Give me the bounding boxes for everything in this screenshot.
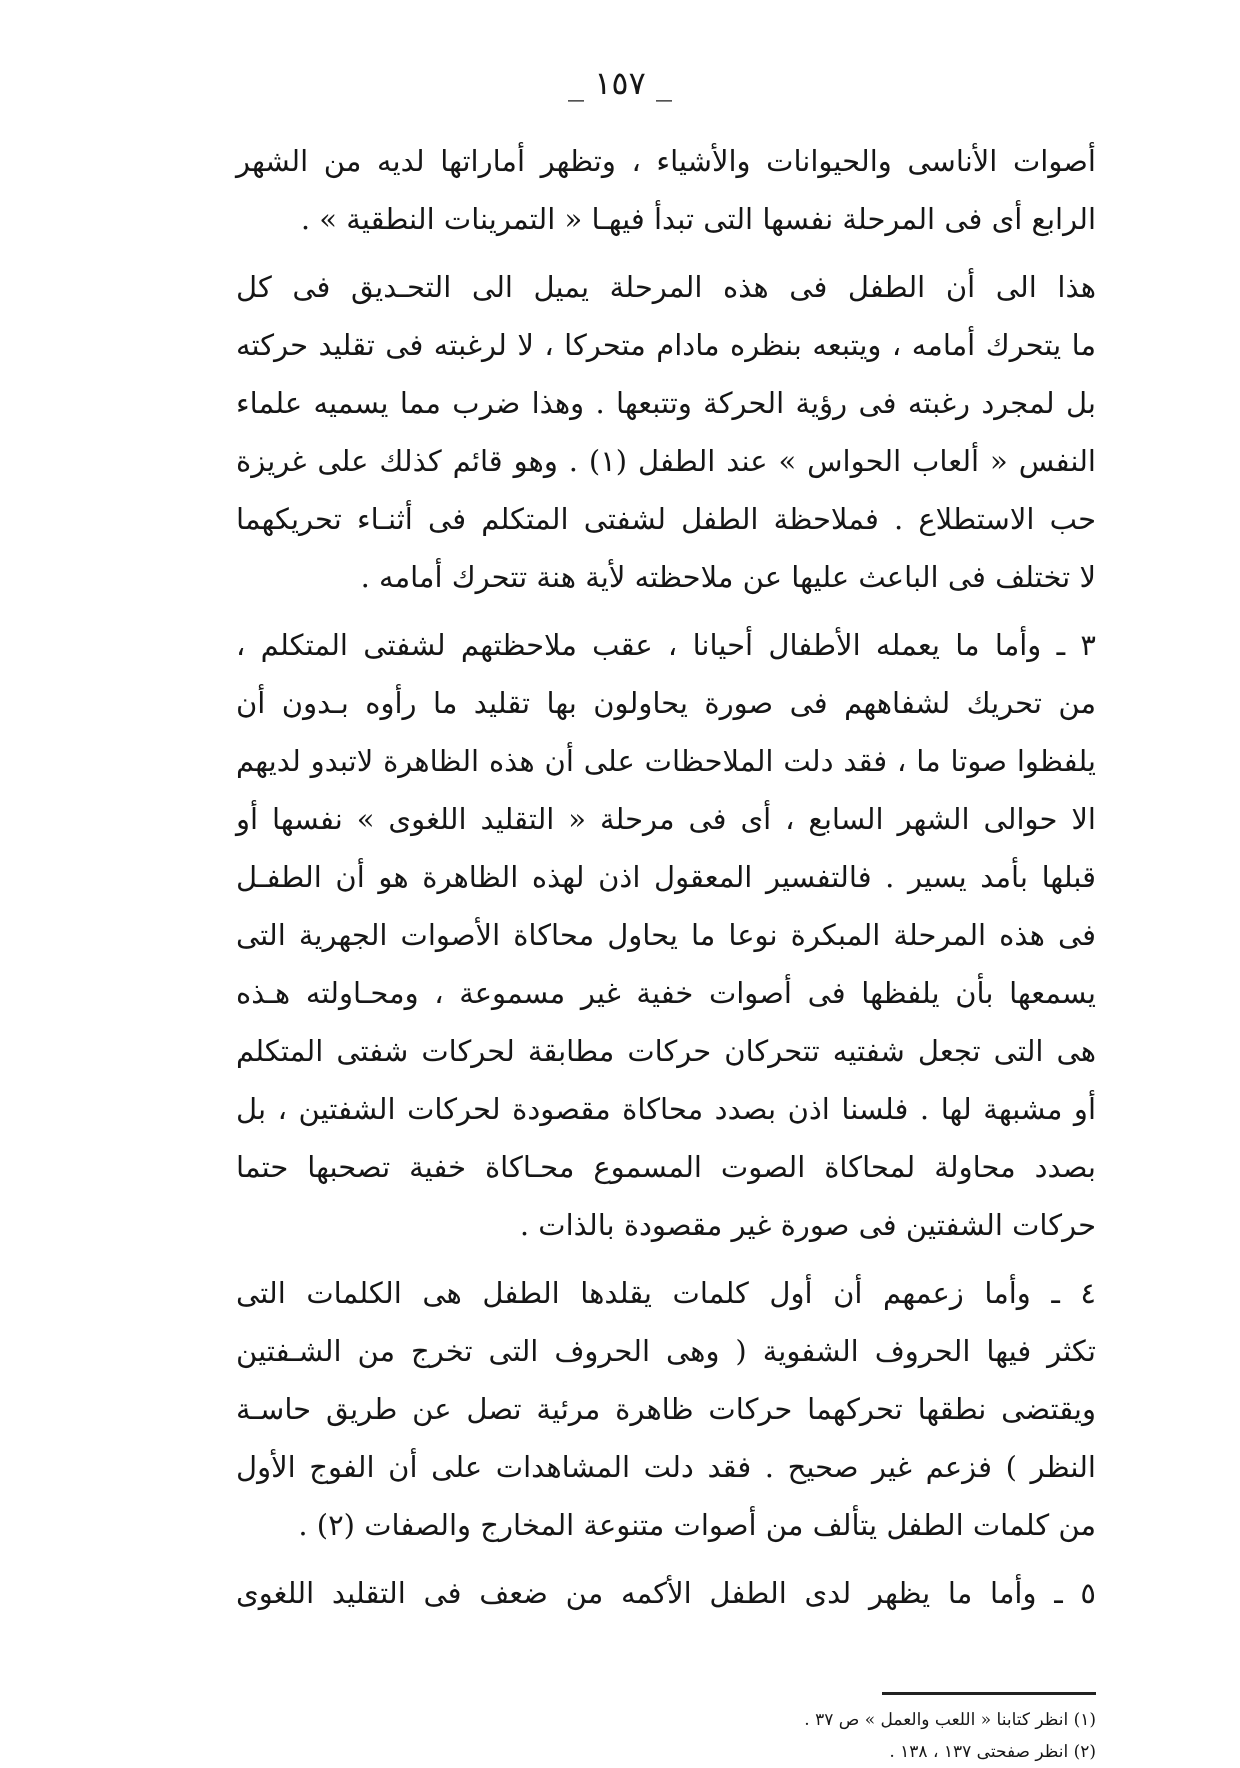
text-line: النظر ) فزعم غير صحيح . فقد دلت المشاهدات على أن الفوج الأول (236, 1450, 1096, 1484)
footnote-1: (١) انظر كتابنا « اللعب والعمل » ص ٣٧ . (804, 1710, 1096, 1730)
footnote-divider (882, 1692, 1096, 1695)
page-number: _ ١٥٧ _ (568, 64, 672, 102)
text-line: ويقتضى نطقها تحركهما حركات ظاهرة مرئية تصل عن طريق حاسـة (236, 1392, 1096, 1426)
text-line: النفس « ألعاب الحواس » عند الطفل (١) . وهو قائم كذلك على غريزة (236, 444, 1096, 478)
text-line: أصوات الأناسى والحيوانات والأشياء ، وتظهر أماراتها لديه من الشهر (236, 144, 1096, 178)
paragraph-5 (236, 1564, 1096, 1622)
text-line: بصدد محاولة لمحاكاة الصوت المسموع محـاكاة خفية تصحبها حتما (236, 1150, 1096, 1184)
paragraph-4 (236, 1264, 1096, 1554)
footnote-2: (٢) انظر صفحتى ١٣٧ ، ١٣٨ . (889, 1742, 1096, 1762)
paragraph-3 (236, 616, 1096, 1254)
text-line: حب الاستطلاع . فملاحظة الطفل لشفتى المتكلم فى أثنـاء تحريكهما (236, 502, 1096, 536)
text-line: لا تختلف فى الباعث عليها عن ملاحظته لأية هنة تتحرك أمامه . (360, 560, 1096, 594)
text-line: يسمعها بأن يلفظها فى أصوات خفية غير مسموعة ، ومحـاولته هـذه (236, 976, 1096, 1010)
text-line: تكثر فيها الحروف الشفوية ( وهى الحروف التى تخرج من الشـفتين (236, 1334, 1096, 1368)
body-text (236, 132, 1096, 1632)
text-line: من تحريك لشفاههم فى صورة يحاولون بها تقليد ما رأوه بـدون أن (236, 686, 1096, 720)
text-line: قبلها بأمد يسير . فالتفسير المعقول اذن لهذه الظاهرة هو أن الطفـل (236, 860, 1096, 894)
text-line: يلفظوا صوتا ما ، فقد دلت الملاحظات على أن هذه الظاهرة لاتبدو لديهم (236, 744, 1096, 778)
text-line: الا حوالى الشهر السابع ، أى فى مرحلة « التقليد اللغوى » نفسها أو (236, 802, 1096, 836)
footnotes (600, 1704, 1096, 1768)
text-line: هى التى تجعل شفتيه تتحركان حركات مطابقة لحركات شفتى المتكلم (236, 1034, 1096, 1068)
text-line: ٣ ـ وأما ما يعمله الأطفال أحيانا ، عقب ملاحظتهم لشفتى المتكلم ، (236, 628, 1096, 662)
text-line: من كلمات الطفل يتألف من أصوات متنوعة المخارج والصفات (٢) . (298, 1508, 1096, 1542)
text-line: أو مشبهة لها . فلسنا اذن بصدد محاكاة مقصودة لحركات الشفتين ، بل (236, 1092, 1096, 1126)
text-line: حركات الشفتين فى صورة غير مقصودة بالذات . (519, 1208, 1096, 1242)
text-line: ما يتحرك أمامه ، ويتبعه بنظره مادام متحركا ، لا لرغبته فى تقليد حركته (236, 328, 1096, 362)
text-line: هذا الى أن الطفل فى هذه المرحلة يميل الى التحـديق فى كل (236, 270, 1096, 304)
text-line: ٥ ـ وأما ما يظهر لدى الطفل الأكمه من ضعف فى التقليد اللغوى (236, 1576, 1096, 1610)
text-line: فى هذه المرحلة المبكرة نوعا ما يحاول محاكاة الأصوات الجهرية التى (236, 918, 1096, 952)
paragraph-2 (236, 258, 1096, 606)
paragraph-1 (236, 132, 1096, 248)
text-line: بل لمجرد رغبته فى رؤية الحركة وتتبعها . وهذا ضرب مما يسميه علماء (236, 386, 1096, 420)
text-line: الرابع أى فى المرحلة نفسها التى تبدأ فيهـا « التمرينات النطقية » . (300, 202, 1096, 236)
text-line: ٤ ـ وأما زعمهم أن أول كلمات يقلدها الطفل هى الكلمات التى (236, 1276, 1096, 1310)
